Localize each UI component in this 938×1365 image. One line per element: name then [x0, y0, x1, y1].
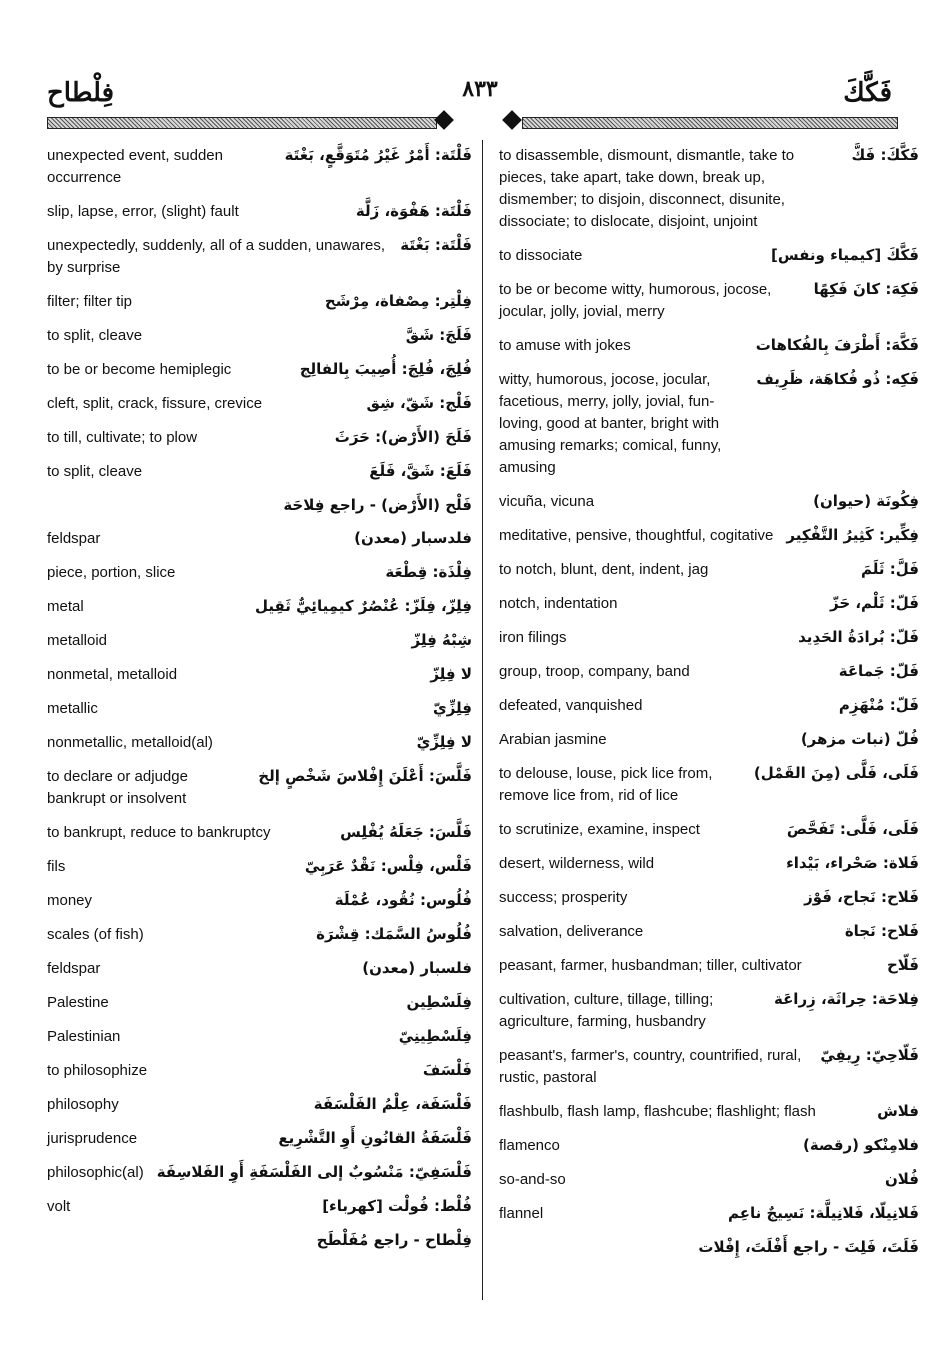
dictionary-entry	[47, 235, 472, 279]
dictionary-entry	[47, 630, 472, 652]
arabic-headword: فلامِنْكو (رقصة)	[802, 1136, 919, 1154]
arabic-headword: فَلّاحِيّ: رِيفِيّ	[820, 1046, 919, 1064]
english-definition: feldspar	[47, 960, 101, 977]
running-head-right: فَكَّكَ	[843, 78, 892, 108]
arabic-headword: شِبْهُ فِلِزّ	[411, 631, 472, 649]
english-definition: to be or become witty, humorous, jocose, jocular, jolly, jovial, merry	[499, 281, 772, 320]
english-definition: nonmetallic, metalloid(al)	[47, 734, 213, 751]
dictionary-entry	[47, 822, 472, 844]
dictionary-entry	[47, 427, 472, 449]
arabic-headword: فَلْتَة: أَمْرٌ غَيْرُ مُتَوَقَّعٍ، بَغْتَة	[284, 146, 472, 164]
page-number: ٨٣٣	[462, 76, 498, 102]
english-definition: vicuña, vicuna	[499, 493, 595, 510]
arabic-headword: فِلْطاح - راجع مُفَلْطَح	[316, 1231, 472, 1249]
arabic-headword: فَلْتَة: بَغْتَة	[400, 236, 472, 254]
arabic-headword: فَكِه: ذُو فُكاهَة، ظَرِيف	[756, 370, 919, 388]
english-definition: so-and-so	[499, 1171, 566, 1188]
arabic-headword: فلدسبار (معدن)	[354, 529, 472, 547]
english-definition: philosophy	[47, 1096, 119, 1113]
english-definition: to notch, blunt, dent, indent, jag	[499, 561, 709, 578]
english-definition: flamenco	[499, 1137, 560, 1154]
english-definition: to bankrupt, reduce to bankruptcy	[47, 824, 271, 841]
arabic-headword: فَلْسَفَ	[422, 1061, 472, 1079]
arabic-headword: فلسبار (معدن)	[362, 959, 472, 977]
dictionary-entry	[47, 958, 472, 980]
arabic-headword: فَلّ: جَماعَة	[838, 662, 919, 680]
arabic-headword: فَكِهَ: كانَ فَكِهًا	[813, 280, 919, 298]
arabic-headword: فَلّ: مُنْهَزِم	[838, 696, 919, 714]
english-definition: to split, cleave	[47, 327, 143, 344]
english-definition: nonmetal, metalloid	[47, 666, 178, 683]
arabic-headword: فَلّاح	[886, 956, 919, 974]
dictionary-entry	[47, 732, 472, 754]
dictionary-entry	[499, 335, 919, 357]
dictionary-entry	[47, 145, 472, 189]
english-definition: volt	[47, 1198, 71, 1215]
english-definition: piece, portion, slice	[47, 564, 176, 581]
header-diamond-right	[502, 110, 522, 130]
dictionary-entry	[499, 1045, 919, 1089]
arabic-headword: فَلاح: نَجاح، فَوْز	[804, 888, 919, 906]
dictionary-entry	[499, 593, 919, 615]
dictionary-entry	[47, 1060, 472, 1082]
english-definition: filter; filter tip	[47, 293, 133, 310]
dictionary-entry	[47, 698, 472, 720]
dictionary-entry	[47, 924, 472, 946]
english-definition: peasant, farmer, husbandman; tiller, cultivator	[499, 957, 802, 974]
dictionary-entry	[499, 819, 919, 841]
english-definition: peasant's, farmer's, country, countrified, rural, rustic, pastoral	[499, 1047, 802, 1086]
arabic-headword: فَكَّهَ: أَطْرَفَ بِالفُكاهات	[755, 336, 919, 354]
dictionary-entry	[47, 291, 472, 313]
dictionary-entry	[499, 145, 919, 233]
arabic-headword: فَلَّسَ: أَعْلَنَ إِفْلاسَ شَخْصٍ إلخ	[258, 767, 472, 785]
arabic-headword: فِلَسْطِين	[406, 993, 472, 1011]
english-definition: metallic	[47, 700, 98, 717]
english-definition: to delouse, louse, pick lice from, remove lice from, rid of lice	[499, 765, 713, 804]
dictionary-entry	[499, 627, 919, 649]
english-definition: desert, wilderness, wild	[499, 855, 655, 872]
arabic-headword: فُلّ (نبات مزهر)	[800, 730, 919, 748]
dictionary-entry	[47, 766, 472, 810]
dictionary-entry	[499, 989, 919, 1033]
english-definition: witty, humorous, jocose, jocular, facetious, merry, jolly, jovial, fun-loving, good at banter, bright with amusing remarks; comical, funny, amusing	[499, 371, 722, 476]
dictionary-entry	[499, 1203, 919, 1225]
arabic-headword: فَلْسَفِيّ: مَنْسُوبٌ إلى الفَلْسَفَةِ أَوِ الفَلاسِفَة	[156, 1163, 472, 1181]
arabic-headword: فَلْج: شَقّ، شِق	[366, 394, 472, 412]
english-definition: to be or become hemiplegic	[47, 361, 232, 378]
dictionary-entry	[47, 1026, 472, 1048]
arabic-headword: فَلَجَ: شَقَّ	[405, 326, 472, 344]
arabic-headword: فَلْتَة: هَفْوَة، زَلَّة	[355, 202, 472, 220]
english-definition: flashbulb, flash lamp, flashcube; flashlight; flash	[499, 1103, 816, 1120]
english-definition: feldspar	[47, 530, 101, 547]
arabic-headword: فِكُونَة (حيوان)	[813, 492, 919, 510]
dictionary-entry	[47, 1196, 472, 1218]
dictionary-entry	[499, 1101, 919, 1123]
dictionary-entry	[499, 1135, 919, 1157]
english-definition: meditative, pensive, thoughtful, cogitative	[499, 527, 774, 544]
english-definition: jurisprudence	[47, 1130, 138, 1147]
arabic-headword: فلاش	[877, 1102, 919, 1120]
dictionary-entry	[47, 461, 472, 483]
arabic-headword: فَلَتَ، فَلِتَ - راجع أَفْلَتَ، إِفْلات	[698, 1238, 919, 1256]
right-column	[499, 145, 919, 1270]
english-definition: group, troop, company, band	[499, 663, 690, 680]
dictionary-entry	[499, 729, 919, 751]
english-definition: success; prosperity	[499, 889, 628, 906]
dictionary-entry	[499, 525, 919, 547]
english-definition: fils	[47, 858, 66, 875]
dictionary-entry	[499, 1169, 919, 1191]
dictionary-entry	[499, 921, 919, 943]
english-definition: cleft, split, crack, fissure, crevice	[47, 395, 263, 412]
dictionary-entry	[47, 562, 472, 584]
arabic-headword: فَلاح: نَجاة	[844, 922, 919, 940]
dictionary-entry	[499, 491, 919, 513]
dictionary-entry	[47, 664, 472, 686]
arabic-headword: لا فِلِزّ	[430, 665, 472, 683]
arabic-headword: فِكِّير: كَثِيرُ التَّفْكِير	[786, 526, 919, 544]
dictionary-entry	[499, 853, 919, 875]
english-definition: to till, cultivate; to plow	[47, 429, 198, 446]
english-definition: defeated, vanquished	[499, 697, 643, 714]
english-definition: Palestine	[47, 994, 109, 1011]
arabic-headword: فَلَّ: ثَلَمَ	[861, 560, 919, 578]
arabic-headword: فُلِجَ، فُلِجَ: أُصِيبَ بِالفالِج	[299, 360, 472, 378]
english-definition: to split, cleave	[47, 463, 143, 480]
arabic-headword: فُلان	[884, 1170, 919, 1188]
english-definition: notch, indentation	[499, 595, 618, 612]
dictionary-entry	[499, 763, 919, 807]
english-definition: to scrutinize, examine, inspect	[499, 821, 700, 838]
english-definition: to philosophize	[47, 1062, 148, 1079]
english-definition: iron filings	[499, 629, 567, 646]
dictionary-entry	[47, 495, 472, 516]
running-head-left: فِلْطاح	[47, 78, 115, 108]
dictionary-entry	[47, 1094, 472, 1116]
dictionary-entry	[47, 1230, 472, 1251]
dictionary-entry	[47, 528, 472, 550]
header-diamond-left	[434, 110, 454, 130]
arabic-headword: فُلُوس: نُقُود، عُمْلَة	[334, 891, 472, 909]
arabic-headword: فَكَّكَ [كيمياء ونفس]	[771, 246, 919, 264]
english-definition: to dissociate	[499, 247, 583, 264]
arabic-headword: فُلْط: فُولْت [كهرباء]	[322, 1197, 472, 1215]
arabic-headword: فَلّ: بُرادَةُ الحَدِيد	[798, 628, 919, 646]
dictionary-entry	[499, 369, 919, 479]
arabic-headword: فَلْح (الأَرْض) - راجع فِلاحَة	[283, 496, 472, 514]
english-definition: flannel	[499, 1205, 544, 1222]
dictionary-entry	[499, 279, 919, 323]
arabic-headword: فَلْسَفَة، عِلْمُ الفَلْسَفَة	[313, 1095, 472, 1113]
english-definition: cultivation, culture, tillage, tilling; agriculture, farming, husbandry	[499, 991, 714, 1030]
dictionary-entry	[499, 1237, 919, 1258]
dictionary-entry	[499, 661, 919, 683]
arabic-headword: فَلَى، فَلَّى: تَفَحَّصَ	[786, 820, 919, 838]
dictionary-entry	[47, 856, 472, 878]
dictionary-entry	[47, 1162, 472, 1184]
arabic-headword: فَلّ: ثَلْم، حَزّ	[829, 594, 919, 612]
dictionary-entry	[47, 359, 472, 381]
english-definition: to amuse with jokes	[499, 337, 631, 354]
column-divider	[482, 140, 483, 1300]
arabic-headword: فُلُوسُ السَّمَك: قِشْرَة	[316, 925, 472, 943]
dictionary-entry	[499, 245, 919, 267]
header-rule-right	[522, 117, 898, 129]
arabic-headword: فَلْس، فِلْس: نَقْدٌ عَرَبِيّ	[304, 857, 472, 875]
english-definition: slip, lapse, error, (slight) fault	[47, 203, 239, 220]
arabic-headword: فِلَسْطِينِيّ	[398, 1027, 472, 1045]
english-definition: money	[47, 892, 93, 909]
english-definition: unexpected event, sudden occurrence	[47, 147, 223, 186]
header-rule-left	[47, 117, 437, 129]
arabic-headword: لا فِلِزِّيّ	[416, 733, 472, 751]
dictionary-entry	[47, 890, 472, 912]
dictionary-entry	[47, 325, 472, 347]
arabic-headword: فَلانِيلّا، فَلانِيلَّة: نَسِيجٌ ناعِم	[727, 1204, 919, 1222]
arabic-headword: فِلْتِر: مِصْفاة، مِرْشَح	[324, 292, 472, 310]
dictionary-entry	[47, 393, 472, 415]
arabic-headword: فَكَّكَ: فَكَّ	[851, 146, 919, 164]
dictionary-entry	[47, 1128, 472, 1150]
english-definition: metalloid	[47, 632, 108, 649]
dictionary-entry	[47, 201, 472, 223]
arabic-headword: فَلَعَ: شَقَّ، فَلَعَ	[369, 462, 472, 480]
arabic-headword: فَلَحَ (الأَرْض): حَرَثَ	[334, 428, 472, 446]
arabic-headword: فِلِزِّيّ	[432, 699, 472, 717]
arabic-headword: فَلَّسَ: جَعَلَهُ يُفْلِس	[340, 823, 472, 841]
english-definition: scales (of fish)	[47, 926, 144, 943]
english-definition: to declare or adjudge bankrupt or insolvent	[47, 768, 188, 807]
english-definition: philosophic(al)	[47, 1164, 144, 1181]
arabic-headword: فَلاة: صَحْراء، بَيْداء	[786, 854, 919, 872]
arabic-headword: فِلْذَة: قِطْعَة	[385, 563, 472, 581]
english-definition: metal	[47, 598, 84, 615]
arabic-headword: فِلِزّ، فِلَزّ: عُنْصُرٌ كيمِيائِيٌّ ثَقِيل	[254, 597, 472, 615]
dictionary-entry	[499, 695, 919, 717]
dictionary-entry	[499, 887, 919, 909]
left-column	[47, 145, 472, 1263]
dictionary-entry	[47, 596, 472, 618]
dictionary-entry	[47, 992, 472, 1014]
arabic-headword: فِلاحَة: حِراثَة، زِراعَة	[773, 990, 919, 1008]
english-definition: unexpectedly, suddenly, all of a sudden, unawares, by surprise	[47, 237, 385, 276]
dictionary-entry	[499, 559, 919, 581]
english-definition: Arabian jasmine	[499, 731, 607, 748]
dictionary-entry	[499, 955, 919, 977]
english-definition: Palestinian	[47, 1028, 121, 1045]
arabic-headword: فَلَى، فَلَّى (مِنَ القَمْل)	[753, 764, 919, 782]
arabic-headword: فَلْسَفَةُ القانُونِ أَوِ التَّشْرِيع	[278, 1129, 472, 1147]
english-definition: salvation, deliverance	[499, 923, 644, 940]
english-definition: to disassemble, dismount, dismantle, take to pieces, take apart, take down, break up, dismember; to disjoin, disconnect, disunite, dissociate; to dislocate, disjoint, unjoint	[499, 147, 795, 230]
